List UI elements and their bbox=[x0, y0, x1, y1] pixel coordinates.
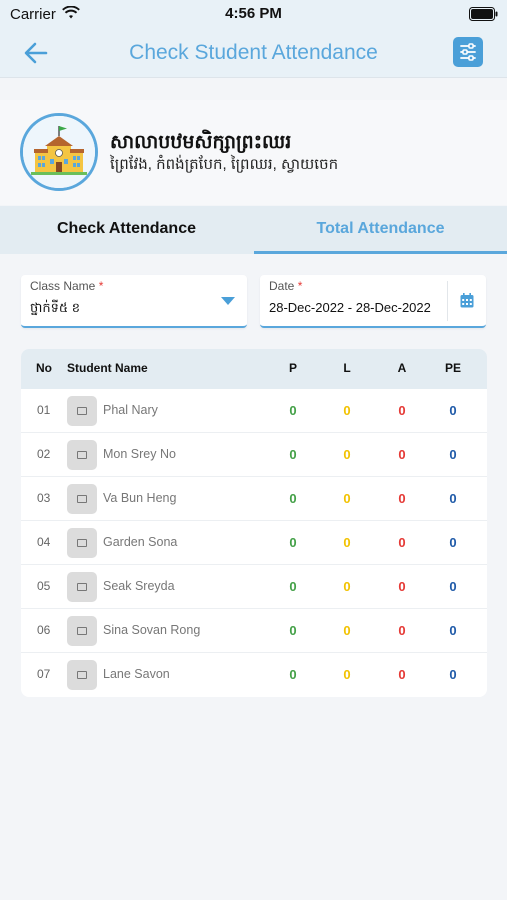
table-row[interactable] bbox=[21, 477, 487, 521]
status-bar bbox=[0, 0, 507, 28]
absent-count: 0 bbox=[398, 535, 406, 550]
divider bbox=[447, 281, 448, 321]
class-name-select[interactable] bbox=[21, 275, 247, 328]
header-absent: A bbox=[397, 361, 407, 375]
sliders-icon bbox=[453, 37, 483, 67]
student-name: Lane Savon bbox=[103, 667, 170, 681]
student-name: Mon Srey No bbox=[103, 447, 176, 461]
table-header bbox=[21, 349, 487, 389]
required-mark: * bbox=[297, 279, 303, 293]
navigation-bar bbox=[0, 28, 507, 78]
late-count: 0 bbox=[343, 535, 351, 550]
permission-count: 0 bbox=[449, 403, 457, 418]
image-placeholder-icon bbox=[67, 484, 97, 514]
late-count: 0 bbox=[343, 403, 351, 418]
absent-count: 0 bbox=[398, 579, 406, 594]
image-placeholder-icon bbox=[67, 528, 97, 558]
student-name: Phal Nary bbox=[103, 403, 158, 417]
present-count: 0 bbox=[289, 579, 297, 594]
present-count: 0 bbox=[289, 667, 297, 682]
present-count: 0 bbox=[289, 623, 297, 638]
table-row[interactable] bbox=[21, 653, 487, 697]
row-number: 02 bbox=[37, 447, 51, 461]
present-count: 0 bbox=[289, 491, 297, 506]
absent-count: 0 bbox=[398, 447, 406, 462]
late-count: 0 bbox=[343, 579, 351, 594]
header-present: P bbox=[288, 361, 297, 375]
late-count: 0 bbox=[343, 491, 351, 506]
image-placeholder-icon bbox=[67, 572, 97, 602]
row-number: 06 bbox=[37, 623, 51, 637]
present-count: 0 bbox=[289, 535, 297, 550]
class-name-label: Class Name * bbox=[30, 279, 104, 293]
late-count: 0 bbox=[343, 623, 351, 638]
absent-count: 0 bbox=[398, 667, 406, 682]
required-mark: * bbox=[98, 279, 104, 293]
school-info bbox=[0, 100, 507, 205]
school-building-icon bbox=[23, 116, 95, 188]
row-number: 03 bbox=[37, 491, 51, 505]
calendar-icon[interactable] bbox=[460, 293, 474, 308]
student-name: Garden Sona bbox=[103, 535, 178, 549]
permission-count: 0 bbox=[449, 447, 457, 462]
absent-count: 0 bbox=[398, 623, 406, 638]
row-number: 01 bbox=[37, 403, 51, 417]
school-logo bbox=[20, 113, 98, 191]
student-name: Seak Sreyda bbox=[103, 579, 175, 593]
permission-count: 0 bbox=[449, 623, 457, 638]
row-number: 05 bbox=[37, 579, 51, 593]
date-label: Date * bbox=[269, 279, 303, 293]
class-name-value: ថ្នាក់ទី៥ ខ bbox=[30, 300, 80, 315]
image-placeholder-icon bbox=[67, 396, 97, 426]
battery-icon bbox=[469, 7, 499, 21]
row-number: 07 bbox=[37, 667, 51, 681]
student-name: Sina Sovan Rong bbox=[103, 623, 201, 637]
absent-count: 0 bbox=[398, 403, 406, 418]
tab-bar bbox=[0, 206, 507, 254]
table-row[interactable] bbox=[21, 433, 487, 477]
header-permission: PE bbox=[444, 361, 461, 375]
filter-button[interactable] bbox=[453, 37, 483, 67]
clock: 4:56 PM bbox=[225, 5, 282, 22]
school-address: ព្រៃវែង, កំពង់ត្របែក, ព្រៃឈរ, ស្វាយចេក bbox=[110, 156, 339, 173]
present-count: 0 bbox=[289, 403, 297, 418]
student-name: Va Bun Heng bbox=[103, 491, 177, 505]
late-count: 0 bbox=[343, 447, 351, 462]
date-range-field[interactable] bbox=[260, 275, 486, 328]
table-row[interactable] bbox=[21, 389, 487, 433]
image-placeholder-icon bbox=[67, 660, 97, 690]
carrier-label: Carrier bbox=[10, 6, 56, 23]
permission-count: 0 bbox=[449, 491, 457, 506]
table-row[interactable] bbox=[21, 521, 487, 565]
page-title: Check Student Attendance bbox=[129, 41, 378, 64]
image-placeholder-icon bbox=[67, 440, 97, 470]
attendance-table bbox=[21, 349, 487, 697]
header-student-name: Student Name bbox=[67, 361, 148, 375]
row-number: 04 bbox=[37, 535, 51, 549]
late-count: 0 bbox=[343, 667, 351, 682]
permission-count: 0 bbox=[449, 667, 457, 682]
table-row[interactable] bbox=[21, 609, 487, 653]
image-placeholder-icon bbox=[67, 616, 97, 646]
header-late: L bbox=[343, 361, 351, 375]
permission-count: 0 bbox=[449, 535, 457, 550]
permission-count: 0 bbox=[449, 579, 457, 594]
absent-count: 0 bbox=[398, 491, 406, 506]
date-range-value: 28-Dec-2022 - 28-Dec-2022 bbox=[269, 300, 431, 315]
table-row[interactable] bbox=[21, 565, 487, 609]
triangle-down-icon bbox=[221, 297, 235, 305]
school-name: សាលាបឋមសិក្សាព្រះឈរ bbox=[110, 132, 292, 153]
tab-check-attendance[interactable]: Check Attendance bbox=[57, 220, 196, 237]
header-no: No bbox=[36, 361, 52, 375]
present-count: 0 bbox=[289, 447, 297, 462]
tab-total-attendance[interactable]: Total Attendance bbox=[254, 206, 507, 254]
